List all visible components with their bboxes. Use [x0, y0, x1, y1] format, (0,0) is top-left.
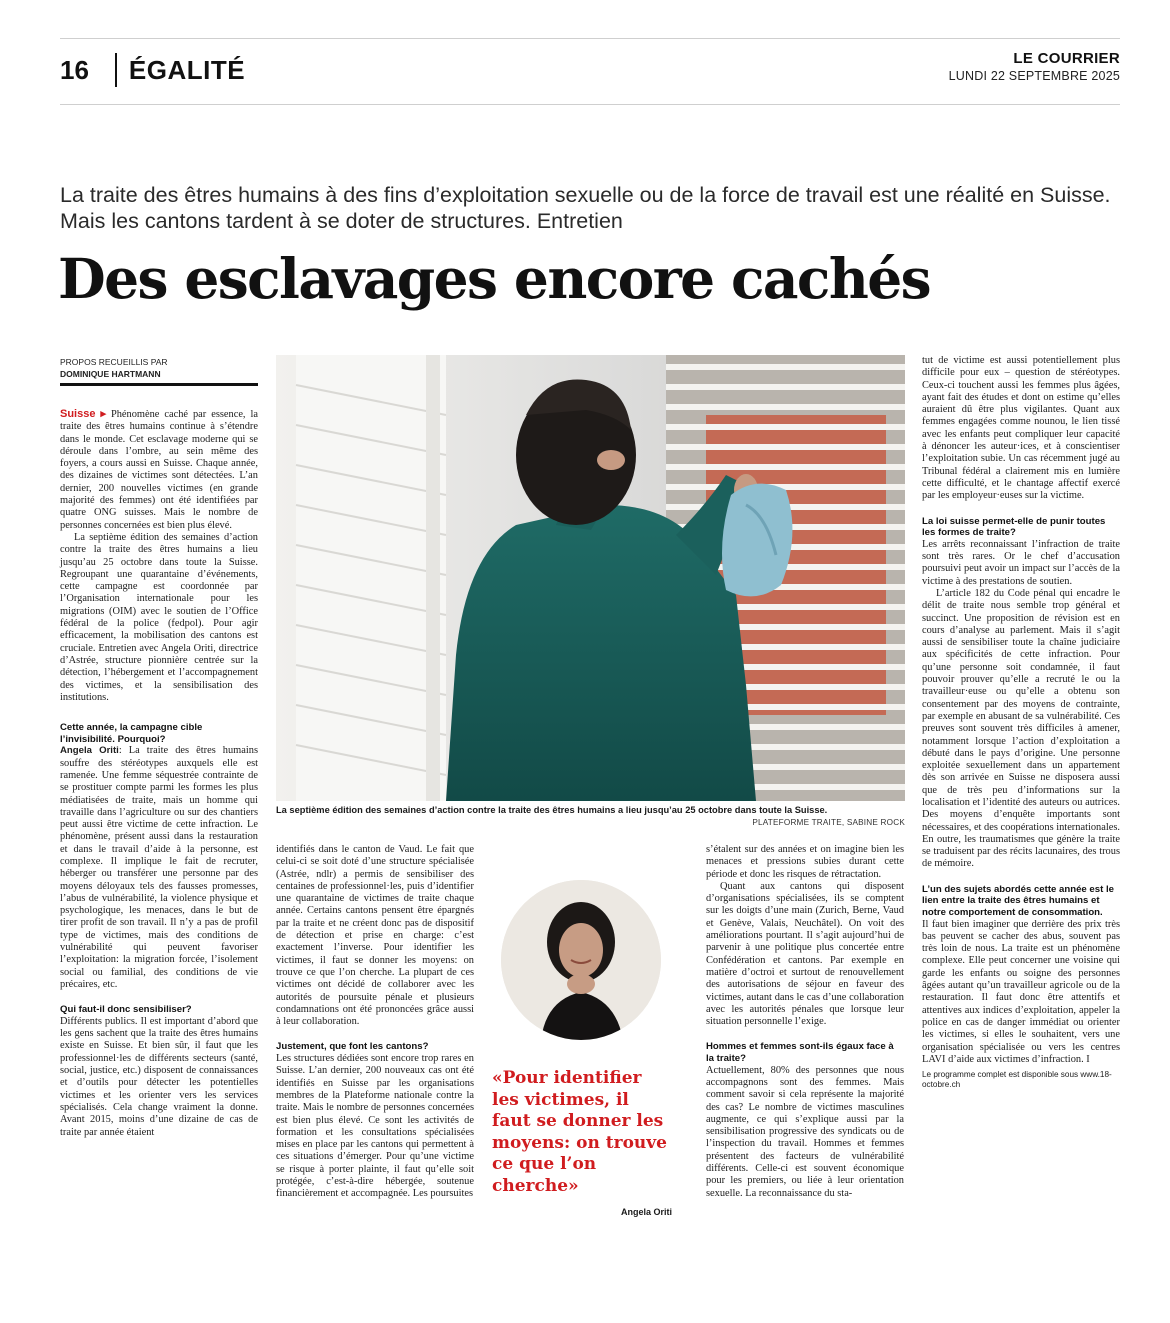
answer-5: Les arrêts reconnaissant l’infraction de traite sont très rares. Or le chef d’accusation poursuivi peut avoir un impact sur l’accès de la victime à des prestations de soutien.: [922, 538, 1120, 587]
byline-rule: [60, 383, 258, 386]
masthead: [949, 50, 1120, 83]
answer-2: Différents publics. Il est important d’abord que les gens sachent que la traite des êtres humains existe en Suisse. Et bien sûr, il faut que les professionnel·les de différents secteurs (santé, social, justice, etc.) disposent de connaissances et d’outils pour détecter les potentielles victimes et les orienter vers les services spécialisés. Cela change vraiment la donne. Avant 2015, moins d’une dizaine de cas de traite par année étaient: [60, 1015, 258, 1138]
article-photo: [276, 355, 905, 801]
answer-5-continued: L’article 182 du Code pénal qui encadre le délit de traite nous semble trop général et succinct. Une proposition de révision est en cours d’analyse au parlement. Mais il s’agit aussi de sensibiliser toute la chaîne judiciaire aux spécificités de cette infraction. Pour qu’une personne soit condamnée, il faut pouvoir prouver qu’elle a recruté le ou la travailleur·euse ou qu’elle a obtenu son consentement par des moyens de contrainte, par exemple en abusant de sa vulnérabilité. Ces preuves sont souvent très difficiles à amener, notamment lorsque l’action d’exploitation a débuté dans le pays d’origine. Une personne exploitée sexuellement dans un appartement dès son arrivée en Suisse ne disposera aussi que de très peu d’informations sur la localisation et l’identité des auteurs ou autrices. Des moyens d’enquête importants sont nécessaires, et des coopérations internationales. En outre, les traumatismes que génère la traite se traduisent par des récits lacunaires, des trous de mémoire.: [922, 587, 1120, 870]
kicker-arrow-icon: ▸: [100, 408, 106, 420]
speaker-name: Angela Oriti: [60, 745, 119, 757]
column-5: [922, 355, 1120, 1090]
question-2: Qui faut-il donc sensibiliser?: [60, 1004, 192, 1016]
section-name: ÉGALITÉ: [128, 54, 246, 85]
portrait-angela-oriti: [501, 880, 661, 1040]
answer-6: Il faut bien imaginer que derrière des prix très bas peuvent se cacher des abus, souvent pas très loin de nous. La traite est un phénomène complexe. Elle peut concerner une voisine qui garde les enfants ou soigne des personnes âgées autant qu’un travailleur agricole ou de la restauration. Il faut donc être attentifs et attentives aux indices d’exploitation, appeler la police en cas de danger immédiat ou orienter les victimes, si elles le souhaitent, vers une organisation spécialisée ou vers les centres LAVI d’aide aux victimes d’infraction.: [922, 918, 1120, 1065]
column-1: [60, 408, 258, 1139]
question-4: Hommes et femmes sont-ils égaux face à la traite?: [706, 1041, 894, 1065]
column-2-top: identifiés dans le canton de Vaud. Le fait que celui-ci se soit doté d’une structure spécialisée (Astrée, ndlr) a permis de sensibiliser des centaines de professionnel·les, puis d’identifier une quarantaine de victimes de traite chaque année. Certains cantons pensent être épargnés par la traite et ne créent donc pas de dispositif de détection et prise en charge: c’est exactement l’inverse. Pour identifier les victimes, il faut se donner les moyens: on trouve ce que l’on cherche. La plupart de ces victimes ont décidé de collaborer avec les autorités de poursuite pénale et plusieurs condamnations ont été prononcées grâce aussi à leur collaboration.: [276, 844, 474, 1028]
question-1: Cette année, la campagne cible l’invisibilité. Pourquoi?: [60, 722, 203, 745]
column-2: [276, 844, 474, 1201]
article-deck: La traite des êtres humains à des fins d’exploitation sexuelle ou de la force de travail est une réalité en Suisse. Mais les cantons tardent à se doter de structures. Entretien: [60, 183, 1111, 233]
program-note: Le programme complet est disponible sous www.18-octobre.ch: [922, 1070, 1112, 1090]
folio-rule: [60, 104, 1120, 105]
column-4-top: s’étalent sur des années et on imagine bien les menaces et pressions subies durant cette période et donc les risques de rétractation.: [706, 844, 904, 880]
lead-paragraph: Phénomène caché par essence, la traite des êtres humains continue à s’étendre dans le monde. Cet esclavage moderne qui se déroule dans l’ombre, au sein même des foyers, a cours aussi en Suisse. Chaque année, des dizaines de victimes sont détectées. L’an dernier, 200 nouvelles victimes (en grande majorité des femmes) ont été identifiées par quatre ONG suisses. Mais le nombre de personnes concernées est bien plus élevé.: [60, 409, 258, 531]
pull-quote: «Pour identifier les victimes, il faut se donner les moyens: on trouve ce que l’on cherche»: [492, 1068, 667, 1196]
column-4-paragraph: Quant aux cantons qui disposent d’organisations spécialisées, ils se comptent sur les doigts d’une main (Zurich, Berne, Vaud et Genève, Valais, Neuchâtel). On voit des améliorations pourtant. Il s’agit aujourd’hui de parvenir à une politique plus concertée entre Confédération et cantons. Par exemple en matière d’octroi et surtout de renouvellement des autorisations de séjour en faveur des victimes, autant dans le cas d’une collaboration avec les autorités pénales que lorsque leur situation personnelle l’exige.: [706, 880, 904, 1028]
byline: [60, 356, 258, 380]
photo-credit: PLATEFORME TRAITE, SABINE ROCK: [752, 818, 905, 827]
byline-author: DOMINIQUE HARTMANN: [60, 369, 161, 379]
photo-caption: La septième édition des semaines d’action contre la traite des êtres humains a lieu jusqu’au 25 octobre dans toute la Suisse.: [276, 805, 828, 815]
answer-3: Les structures dédiées sont encore trop rares en Suisse. L’an dernier, 200 nouveaux cas ont été identifiés en Suisse par les organisations membres de la Plateforme nationale contre la traite. Mais le nombre de personnes concernées est bien plus élevé. Ce sont les activités de formation et les consultations spécialisées mises en place par les cantons qui permettent à ces situations d’émerger. Pour qu’une victime se risque à porter plainte, il faut qu’elle soit protégée, c’est-à-dire hébergée, soutenue financièrement et accompagnée. Les poursuites: [276, 1053, 474, 1200]
column-4: [706, 844, 904, 1200]
column-5-top: tut de victime est aussi potentiellement plus difficile pour eux – question de stéréotypes. Ceux-ci touchent aussi les femmes plus âgées, ayant fait des études et dont on estime qu’elles auraient dû être plus vigilantes. Quant aux femmes engagées comme nounou, le lien tissé avec les enfants peut compliquer leur capacité à dénoncer les auteur·ices, et à conscientiser l’exploitation subie. Un cas récemment jugé au Tribunal fédéral a clairement mis en lumière cette difficulté, et le chantage affectif exercé par les employeur·euses sur la victime.: [922, 355, 1120, 502]
top-rule: [60, 38, 1120, 39]
question-3: Justement, que font les cantons?: [276, 1041, 429, 1053]
photo-woman-cleaning-blinds: [276, 355, 905, 801]
question-6: L’un des sujets abordés cette année est le lien entre la traite des êtres humains et notre comportement de consommation.: [922, 883, 1114, 918]
folio-divider: [115, 53, 117, 87]
newspaper-name: LE COURRIER: [1013, 50, 1120, 67]
portrait-image: [501, 880, 661, 1040]
answer-1: : La traite des êtres humains souffre des stéréotypes auxquels elle est ramenée. Une femme séquestrée contrainte de se prostituer compte parmi les formes les plus médiatisées de traite, mais un homme qui travaille dans l’agriculture ou sur des chantiers peut aussi être victime de cette infraction. Le phénomène, présent aussi dans la restauration et dans le travail d’aide à la personne, est complexe. Il implique le fait de recruter, héberger ou transférer une personne par des moyens déloyaux tels des fausses promesses, l’abus de vulnérabilité, la violence physique et psychologique, les menaces, dans le but de tirer profit de son travail. Il n’y a pas de profil type de victimes, mais des conditions de vulnérabilité qui peuvent favoriser l’exploitation: la migration forcée, l’isolement social ou familial, des conditions de vie précaires, etc.: [60, 745, 259, 990]
page-number: 16: [60, 54, 89, 85]
kicker: Suisse: [60, 408, 96, 420]
intro-paragraph: La septième édition des semaines d’action contre la traite des êtres humains a lieu jusqu’au 25 octobre dans toute la Suisse. Regroupant une quarantaine d’événements, cette campagne est coordonnée par l’Organisation internationale pour les migrations (OIM) avec le soutien de l’Office fédéral de la police (fedpol). Pour agir efficacement, la mobilisation des cantons est cruciale. Entretien avec Angela Oriti, directrice d’Astrée, structure pionnière centrée sur la détection, l’hébergement et l’accompagnement des victimes, et la sensibilisation des institutions.: [60, 531, 258, 703]
issue-date: LUNDI 22 SEPTEMBRE 2025: [948, 69, 1120, 83]
article-headline: Des esclavages encore cachés: [58, 246, 930, 311]
answer-4: Actuellement, 80% des personnes que nous accompagnons sont des femmes. Mais comment savoir si cela représente la majorité des cas? Le nombre de victimes masculines augmente, ce qui s’explique aussi par la sensibilisation progressive des syndicats ou de l’inspection du travail. Hommes et femmes présentent des facteurs de vulnérabilité différents. Celle-ci est souvent économique pour les premiers, ou liée à leur orientation sexuelle. La reconnaissance du sta-: [706, 1064, 904, 1199]
byline-label: PROPOS RECUEILLIS PAR: [60, 357, 168, 367]
question-5: La loi suisse permet-elle de punir toutes les formes de traite?: [922, 515, 1106, 539]
folio: [60, 52, 245, 88]
end-mark: I: [1086, 1053, 1090, 1065]
pull-quote-author: Angela Oriti: [620, 1207, 672, 1217]
